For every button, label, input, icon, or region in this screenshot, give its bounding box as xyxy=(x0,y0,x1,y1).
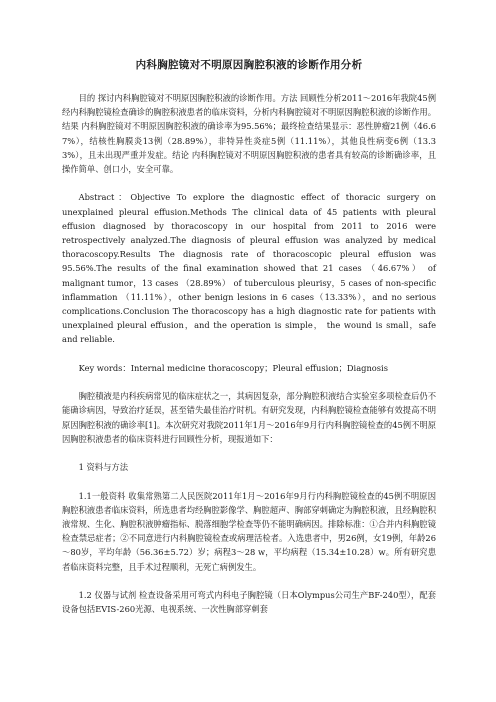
document-title: 内科胸腔镜对不明原因胸腔积液的诊断作用分析 xyxy=(135,59,363,71)
introduction-paragraph: 胸腔積液是内科疾病常见的临床症状之一，其病因复杂，部分胸腔积液结合实验室多项检查后仍不能确诊病因，导致治疗延误，甚至错失最佳治疗时机。有研究发现，内科胸腔镜检查能够有效提高不明原因胸腔积液的确诊率[1]。本次研究对我院2011年1月～2016年9月行内科胸腔镜检查的45例不明原因胸腔积液患者的临床资料进行回顾性分析，现报道如下： xyxy=(62,391,436,444)
spacer xyxy=(62,347,436,361)
spacer xyxy=(62,176,436,190)
keywords-english: Key words：Internal medicine thoracoscopy；Pleural effusion；Diagnosis xyxy=(78,362,388,373)
spacer xyxy=(62,375,436,389)
section-heading-materials-methods: 1 资料与方法 xyxy=(78,462,128,473)
spacer xyxy=(62,574,436,588)
document-page xyxy=(62,58,436,616)
section-1-1-general-data: 1.1一般资料 收集常熟第二人民医院2011年1月～2016年9月行内科胸腔镜检查的45例不明原因胸腔积液患者临床资料，所选患者均经胸腔影像学、胸腔超声、胸部穿刺确定为胸腔积液，且经胸腔积液常规、生化、胸腔积液肿瘤指标、脱落细胞学检查等仍不能明确病因。排除标准：①合并内科胸腔镜检查禁忌症者；②不同意进行内科胸腔镜检查或病理活检者。入选患者中，男26例，女19例，年龄26～80岁，平均年龄（56.36±5.72）岁；病程3～28 w，平均病程（15.34±10.28）w。所有研究患者临床资料完整，且手术过程顺利，无死亡病例发生。 xyxy=(62,490,436,572)
section-1-2-instruments: 1.2 仪器与试剂 检查设备采用可弯式内科电子胸腔镜（日本Olympus公司生产BF-240型），配套设备包括EVIS-260光源、电视系统、一次性胸部穿刺套 xyxy=(62,590,436,615)
spacer xyxy=(62,446,436,460)
abstract-chinese: 目的 探讨内科胸腔镜对不明原因胸腔积液的诊断作用。方法 回顾性分析2011～2016年我院45例经内科胸腔镜检查确诊的胸腔积液患者的临床资料，分析内科胸腔镜对不明原因胸腔积液的诊断作用。结果 内科胸腔镜对不明原因胸腔积液的确诊率为95.56%；最终检查结果显示：恶性肿瘤21例（46.67%），结核性胸膜炎13例（28.89%），非特异性炎症5例（11.11%），其他良性病变6例（13.33%），且未出现严重并发症。结论 内科胸腔镜对不明原因胸腔积液的患者具有较高的诊断确诊率，且操作简单、创口小，安全可靠。 xyxy=(62,93,436,175)
spacer xyxy=(62,474,436,488)
abstract-english: Abstract：Objective To explore the diagnostic effect of thoracic surgery on unexplained pleural effusion.Methods The clinical data of 45 patients with pleural effusion diagnosed by thoracoscopy in our hospital from 2011 to 2016 were retrospectively analyzed.The diagnosis of pleural effusion was analyzed by medical thoracoscopy.Results The diagnosis rate of thoracoscopic pleural effusion was 95.56%.The results of the final examination showed that 21 cases （46.67%） of malignant tumor，13 cases （28.89%） of tuberculous pleurisy，5 cases of non-specific inflammation （11.11%），other benign lesions in 6 cases（13.33%），and no serious complications.Conclusion The thoracoscopy has a high diagnostic rate for patients with unexplained pleural effusion，and the operation is simple， the wound is small，safe and reliable. xyxy=(62,192,436,345)
